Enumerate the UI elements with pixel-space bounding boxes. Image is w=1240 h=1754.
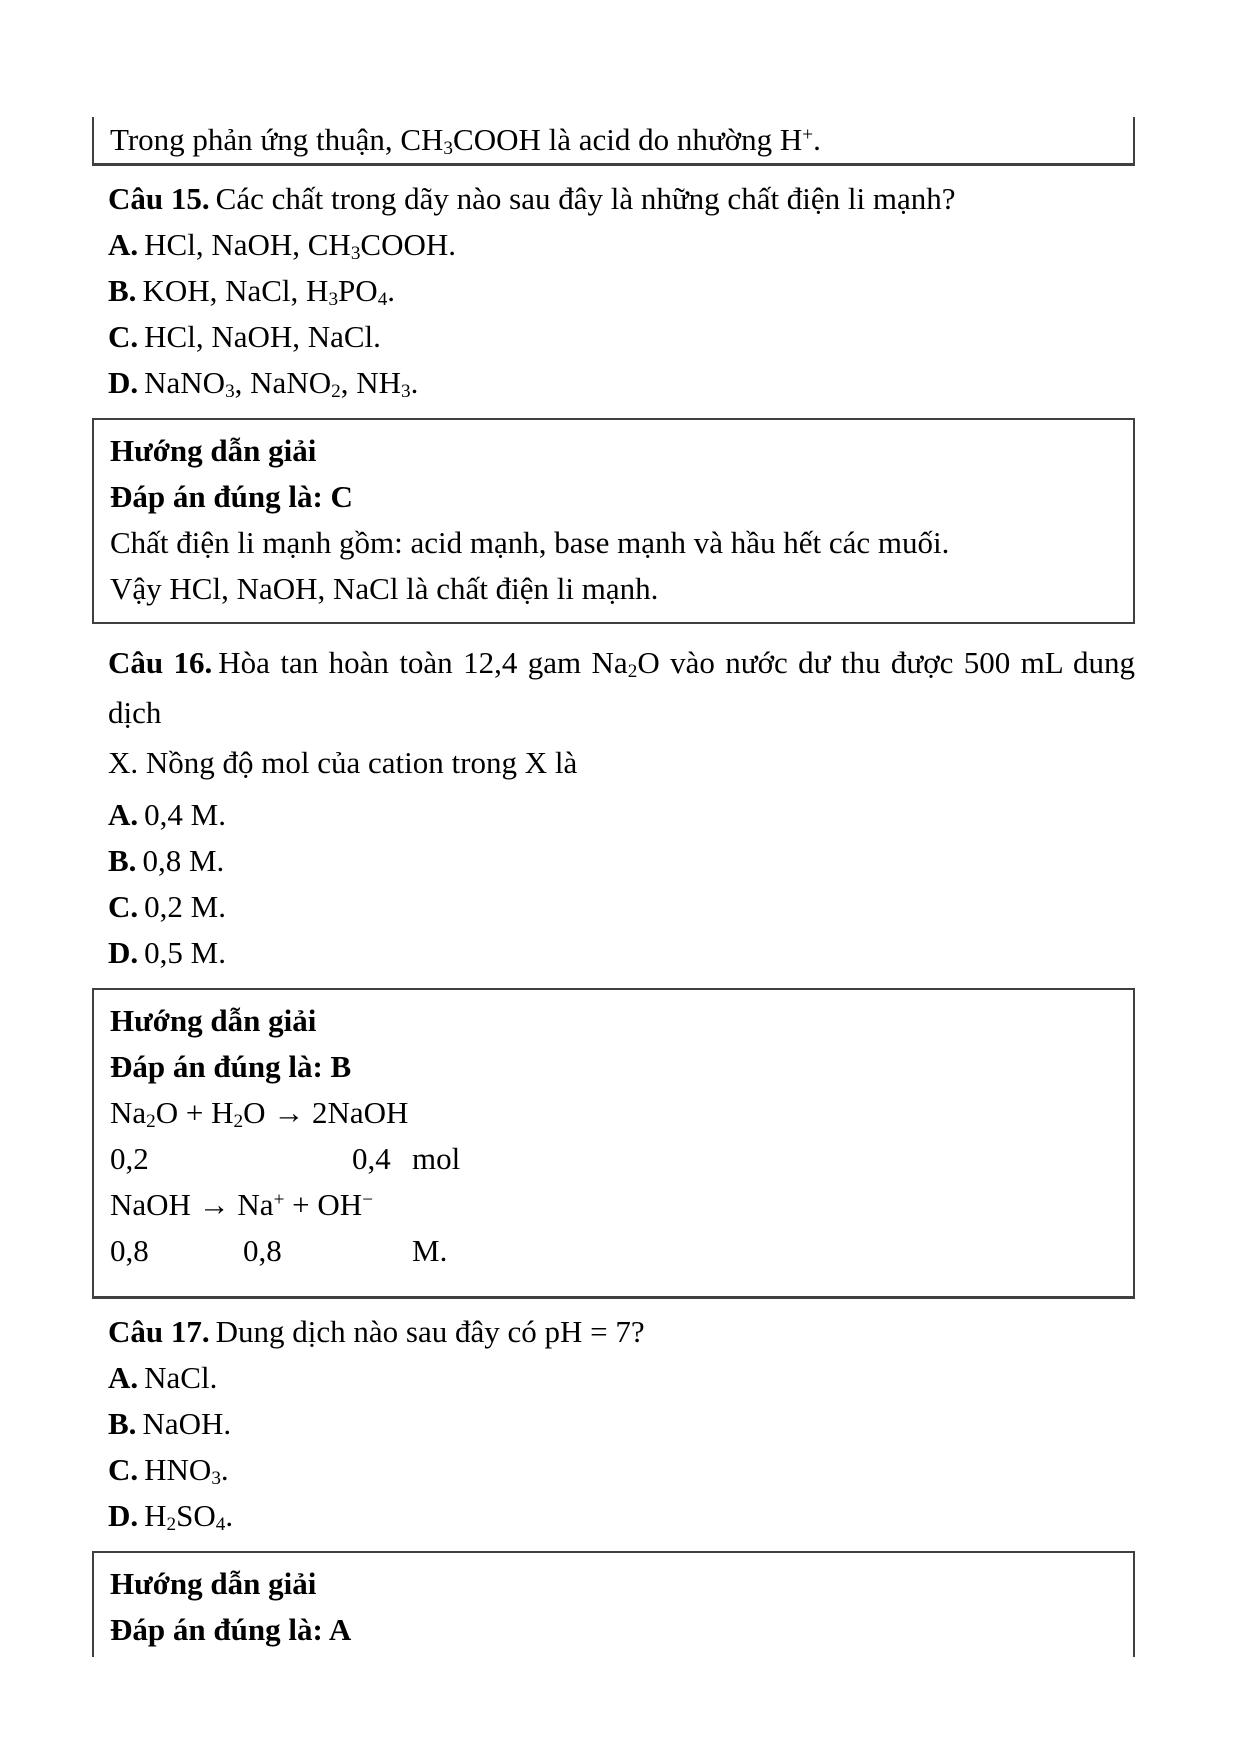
option-label: C. — [108, 319, 139, 354]
option-d — [108, 934, 1240, 972]
option-d — [108, 1497, 1240, 1535]
option-label: B. — [108, 1406, 137, 1441]
question-text: Hòa tan hoàn toàn 12,4 gam $Na_2O$ vào nước dư thu được 500 mL dung dịch — [108, 645, 1135, 730]
option-text: 0,2 M. — [144, 889, 226, 924]
option-text: 0,5 M. — [144, 935, 226, 970]
solution-box-16 — [92, 988, 1135, 1299]
option-label: A. — [108, 227, 139, 262]
solution-line: Vậy HCl, NaOH, NaCl là chất điện li mạnh. — [110, 571, 659, 606]
solution-heading: Hướng dẫn giải — [110, 433, 317, 468]
answer-line: Đáp án đúng là: C — [110, 479, 353, 514]
question-title-line — [108, 738, 1135, 788]
work-tab-cell: mol — [412, 1141, 461, 1176]
option-a — [108, 1359, 1240, 1397]
option-a — [108, 226, 1240, 264]
question-title-line — [108, 180, 1135, 218]
option-text: 0,4 M. — [144, 797, 226, 832]
option-label: D. — [108, 1498, 139, 1533]
question-number: Câu 16. — [108, 645, 213, 680]
option-text: $HNO_3$. — [144, 1452, 229, 1490]
solution-line: $Na_2O + H_2O$ → 2NaOH — [110, 1095, 409, 1133]
option-c — [108, 1451, 1240, 1489]
option-b — [108, 272, 1240, 310]
work-tab-cell: 0,8 — [110, 1233, 149, 1268]
work-tab-cell: M. — [412, 1233, 448, 1268]
option-c — [108, 318, 1240, 356]
option-text: NaCl. — [144, 1360, 218, 1395]
solution-box-15 — [92, 418, 1135, 624]
option-label: D. — [108, 935, 139, 970]
option-text: NaNO$_3$, NaNO$_2$, $NH_3$. — [144, 365, 419, 403]
option-a — [108, 796, 1240, 834]
question-15 — [0, 180, 1240, 624]
solution-line: NaOH → Na+ + OH− — [110, 1187, 374, 1222]
question-17 — [0, 1313, 1240, 1657]
option-text: HCl, NaOH, $CH_3COOH$. — [144, 227, 457, 265]
carryover-solution-box — [92, 117, 1135, 166]
option-label: D. — [108, 365, 139, 400]
question-title — [108, 180, 1135, 218]
work-tab-cell: 0,4 — [352, 1141, 391, 1176]
work-tab-line — [110, 1232, 1123, 1270]
question-16 — [0, 638, 1240, 1299]
option-text: HCl, NaOH, NaCl. — [144, 319, 381, 354]
question-title — [108, 1313, 1135, 1351]
option-label: C. — [108, 889, 139, 924]
option-label: B. — [108, 273, 137, 308]
work-tab-cell: 0,2 — [110, 1141, 149, 1176]
question-text: X. Nồng độ mol của cation trong X là — [108, 745, 578, 780]
option-text: KOH, NaCl, $H_3PO_4$. — [142, 273, 396, 311]
option-b — [108, 842, 1240, 880]
option-text: NaOH. — [142, 1406, 232, 1441]
solution-heading: Hướng dẫn giải — [110, 1566, 317, 1601]
option-b — [108, 1405, 1240, 1443]
question-title-line — [108, 638, 1135, 738]
question-title — [108, 638, 1135, 788]
answer-line: Đáp án đúng là: B — [110, 1049, 352, 1084]
solution-heading: Hướng dẫn giải — [110, 1003, 317, 1038]
carryover-text: Trong phản ứng thuận, $CH_3COOH$ là acid do nhường H+. — [110, 122, 821, 160]
option-text: $H_2SO_4$. — [144, 1498, 234, 1536]
option-c — [108, 888, 1240, 926]
question-number: Câu 15. — [108, 181, 210, 216]
solution-line: Chất điện li mạnh gồm: acid mạnh, base mạnh và hầu hết các muối. — [110, 525, 950, 560]
answer-line: Đáp án đúng là: A — [110, 1612, 352, 1647]
option-label: B. — [108, 843, 137, 878]
option-label: A. — [108, 797, 139, 832]
question-title-line — [108, 1313, 1135, 1351]
question-text: Dung dịch nào sau đây có pH = 7? — [215, 1314, 645, 1349]
question-text: Các chất trong dãy nào sau đây là những chất điện li mạnh? — [215, 181, 956, 216]
work-tab-cell: 0,8 — [243, 1233, 282, 1268]
work-tab-line — [110, 1140, 1123, 1178]
option-label: A. — [108, 1360, 139, 1395]
option-d — [108, 364, 1240, 402]
option-label: C. — [108, 1452, 139, 1487]
solution-box-17 — [92, 1551, 1135, 1657]
question-number: Câu 17. — [108, 1314, 210, 1349]
option-text: 0,8 M. — [142, 843, 225, 878]
